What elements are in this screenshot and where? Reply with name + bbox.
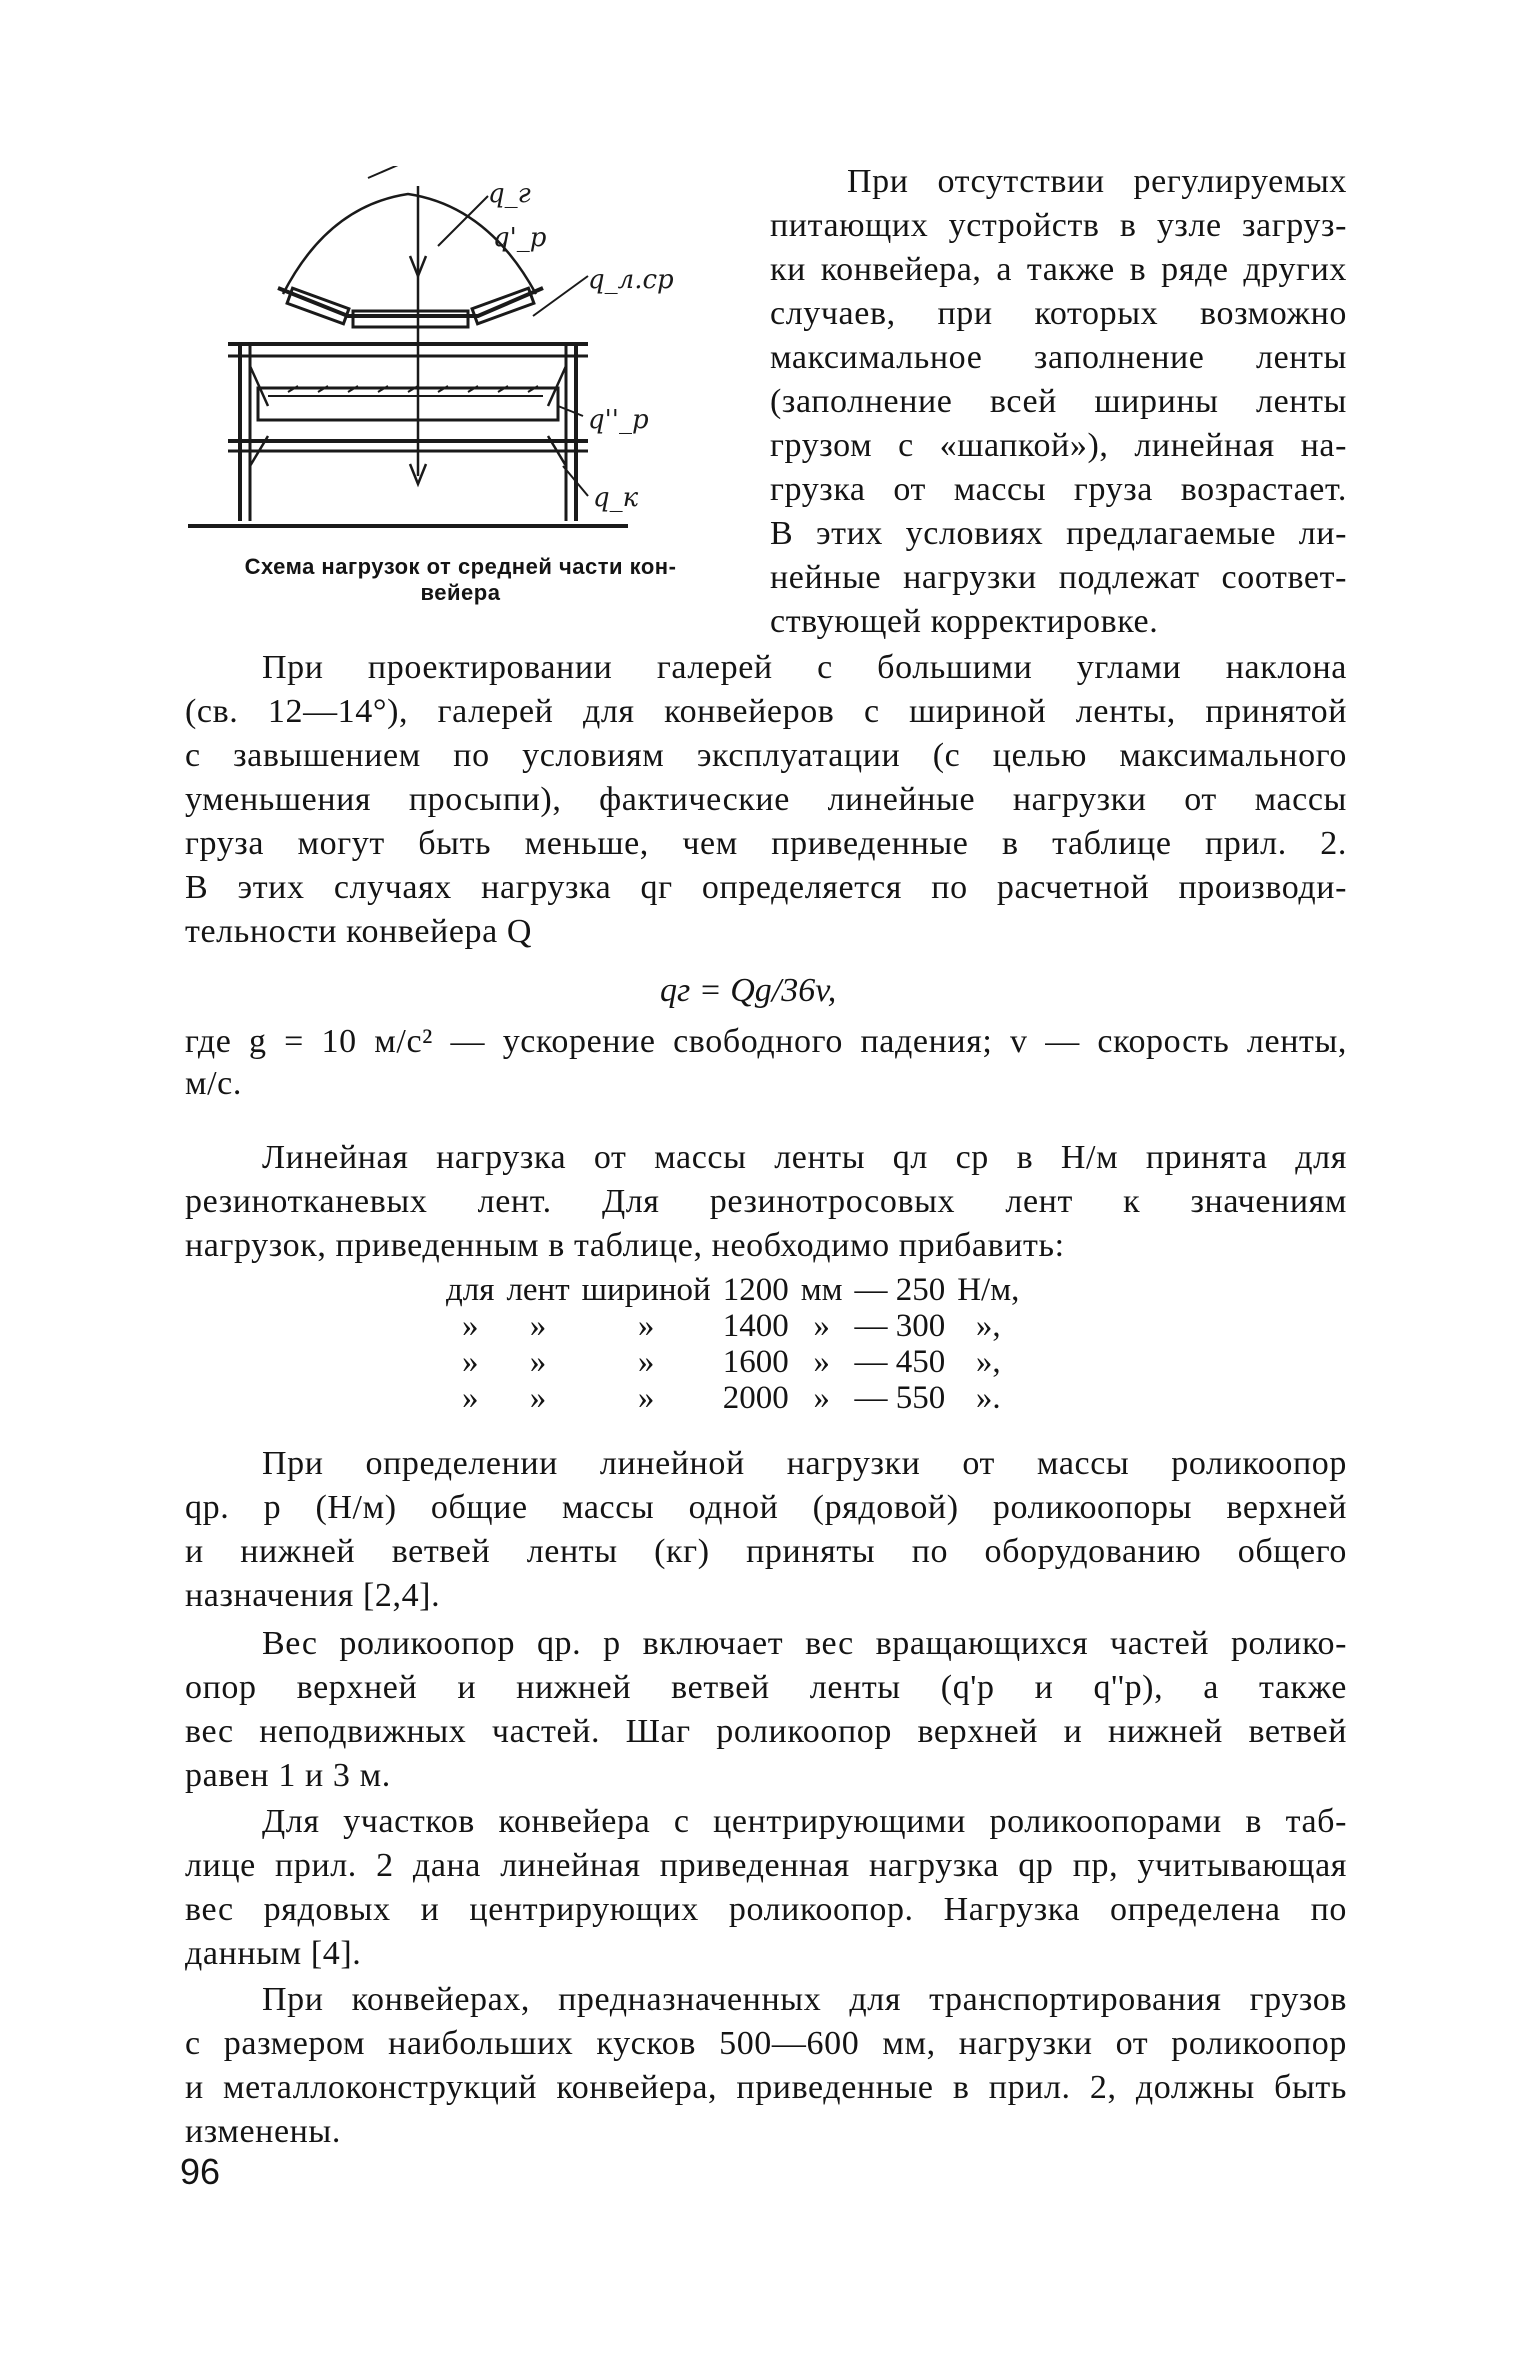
text-line: с размером наибольших кусков 500—600 мм, нагрузки от роликоопор <box>185 2025 1347 2062</box>
text-line: и металлоконструкций конвейера, приведенные в прил. 2, должны быть <box>185 2069 1347 2106</box>
text-line: ки конвейера, а также в ряде других <box>770 251 1347 288</box>
table-cell: », <box>975 1308 1001 1344</box>
text-line: изменены. <box>185 2113 341 2150</box>
text-line: грузом с «шапкой»), линейная на- <box>770 427 1347 464</box>
middle-structure <box>258 388 558 420</box>
text-line: случаев, при которых возможно <box>770 295 1347 332</box>
figure-caption <box>188 554 733 606</box>
text-line: грузка от массы груза возрастает. <box>770 471 1347 508</box>
label-qp-double-prime: q''_р <box>588 405 649 435</box>
table-cell: 1600 <box>722 1344 789 1380</box>
text-line: равен 1 и 3 м. <box>185 1757 391 1794</box>
page-number: 96 <box>180 2151 221 2192</box>
text-line: лице прил. 2 дана линейная приведенная нагрузка qр пр, учитывающая <box>185 1847 1347 1884</box>
center-idler <box>353 311 468 327</box>
table-cell: » <box>637 1344 655 1380</box>
text-line: нагрузок, приведенным в таблице, необходимо прибавить: <box>185 1227 1065 1264</box>
text-line: Для участков конвейера с центрирующими роликоопорами в таб- <box>262 1803 1347 1840</box>
text-line: назначения [2,4]. <box>185 1577 441 1614</box>
text-line: (св. 12—14°), галерей для конвейеров с шириной ленты, принятой <box>185 693 1347 730</box>
table-cell: лент <box>506 1272 570 1308</box>
table-cell: для <box>446 1272 495 1308</box>
label-qk: q_к <box>593 483 639 513</box>
table-cell: шириной <box>581 1272 711 1308</box>
table-cell: — 250 <box>854 1272 946 1308</box>
text-line: Линейная нагрузка от массы ленты qл ср в Н/м принята для <box>262 1139 1347 1176</box>
text-line: При определении линейной нагрузки от массы роликоопор <box>262 1445 1347 1482</box>
text-line: тельности конвейера Q <box>185 913 533 950</box>
table-cell: ». <box>975 1380 1001 1416</box>
text-line: данным [4]. <box>185 1935 362 1972</box>
text-line: и нижней ветвей ленты (кг) приняты по оборудованию общего <box>185 1533 1347 1570</box>
text-line: В этих случаях нагрузка qг определяется по расчетной производи- <box>185 869 1347 906</box>
table-cell: — 550 <box>854 1380 946 1416</box>
text-line: м/с. <box>185 1065 242 1102</box>
table-cell: » <box>461 1344 479 1380</box>
table-cell: Н/м, <box>957 1272 1020 1308</box>
belt-width-table <box>446 1272 1031 1416</box>
text-line: ствующей корректировке. <box>770 603 1159 640</box>
table-cell: » <box>529 1344 547 1380</box>
text-line: При проектировании галерей с большими углами наклона <box>262 649 1347 686</box>
table-cell: — 450 <box>854 1344 946 1380</box>
table-cell: », <box>975 1344 1001 1380</box>
table-cell: » <box>529 1308 547 1344</box>
conveyor-diagram <box>188 166 733 546</box>
label-ql-sr: q_л.ср <box>588 265 674 295</box>
text-line: питающих устройств в узле загруз- <box>770 207 1347 244</box>
table-row <box>446 1272 1031 1308</box>
text-line: нейные нагрузки подлежат соответ- <box>770 559 1347 596</box>
text-line: с завышением по условиям эксплуатации (с целью максимального <box>185 737 1347 774</box>
text-line: Вес роликоопор qр. р включает вес вращающихся частей ролико- <box>262 1625 1347 1662</box>
table-cell: 2000 <box>722 1380 789 1416</box>
table-cell: » <box>461 1308 479 1344</box>
caption-line-2: вейера <box>420 580 501 605</box>
text-line: груза могут быть меньше, чем приведенные в таблице прил. 2. <box>185 825 1347 862</box>
text-line: вес неподвижных частей. Шаг роликоопор верхней и нижней ветвей <box>185 1713 1347 1750</box>
table-cell: » <box>461 1380 479 1416</box>
table-cell: » <box>529 1380 547 1416</box>
text-line: (заполнение всей ширины ленты <box>770 383 1347 420</box>
conveyor-load-figure <box>188 166 733 626</box>
text-line: В этих условиях предлагаемые ли- <box>770 515 1347 552</box>
text-line: При отсутствии регулируемых <box>847 163 1347 200</box>
text-line: уменьшения просыпи), фактические линейные нагрузки от массы <box>185 781 1347 818</box>
text-line: максимальное заполнение ленты <box>770 339 1347 376</box>
text-line: вес рядовых и центрирующих роликоопор. Нагрузка определена по <box>185 1891 1347 1928</box>
table-cell: » <box>813 1380 830 1416</box>
formula: qг = Qg/36v, <box>660 972 837 1009</box>
text-line: где g = 10 м/с² — ускорение свободного падения; v — скорость ленты, <box>185 1023 1347 1060</box>
table-cell: 1400 <box>722 1308 789 1344</box>
label-qg: q_г <box>488 179 531 209</box>
label-qp-prime: q'_р <box>493 223 547 253</box>
table-cell: » <box>637 1308 655 1344</box>
table-row <box>446 1344 1031 1380</box>
table-row <box>446 1380 1031 1416</box>
table-cell: — 300 <box>854 1308 946 1344</box>
text-line: При конвейерах, предназначенных для транспортирования грузов <box>262 1981 1347 2018</box>
table-cell: 1200 <box>722 1272 789 1308</box>
table-cell: » <box>813 1308 830 1344</box>
table-row <box>446 1308 1031 1344</box>
text-line: резинотканевых лент. Для резинотросовых лент к значениям <box>185 1183 1347 1220</box>
text-line: qр. р (Н/м) общие массы одной (рядовой) роликоопоры верхней <box>185 1489 1347 1526</box>
text-line: опор верхней и нижней ветвей ленты (q'р и q''р), а также <box>185 1669 1347 1706</box>
table-cell: мм <box>800 1272 843 1308</box>
table-cell: » <box>637 1380 655 1416</box>
table-cell: » <box>813 1344 830 1380</box>
caption-line-1: Схема нагрузок от средней части кон- <box>244 554 677 579</box>
